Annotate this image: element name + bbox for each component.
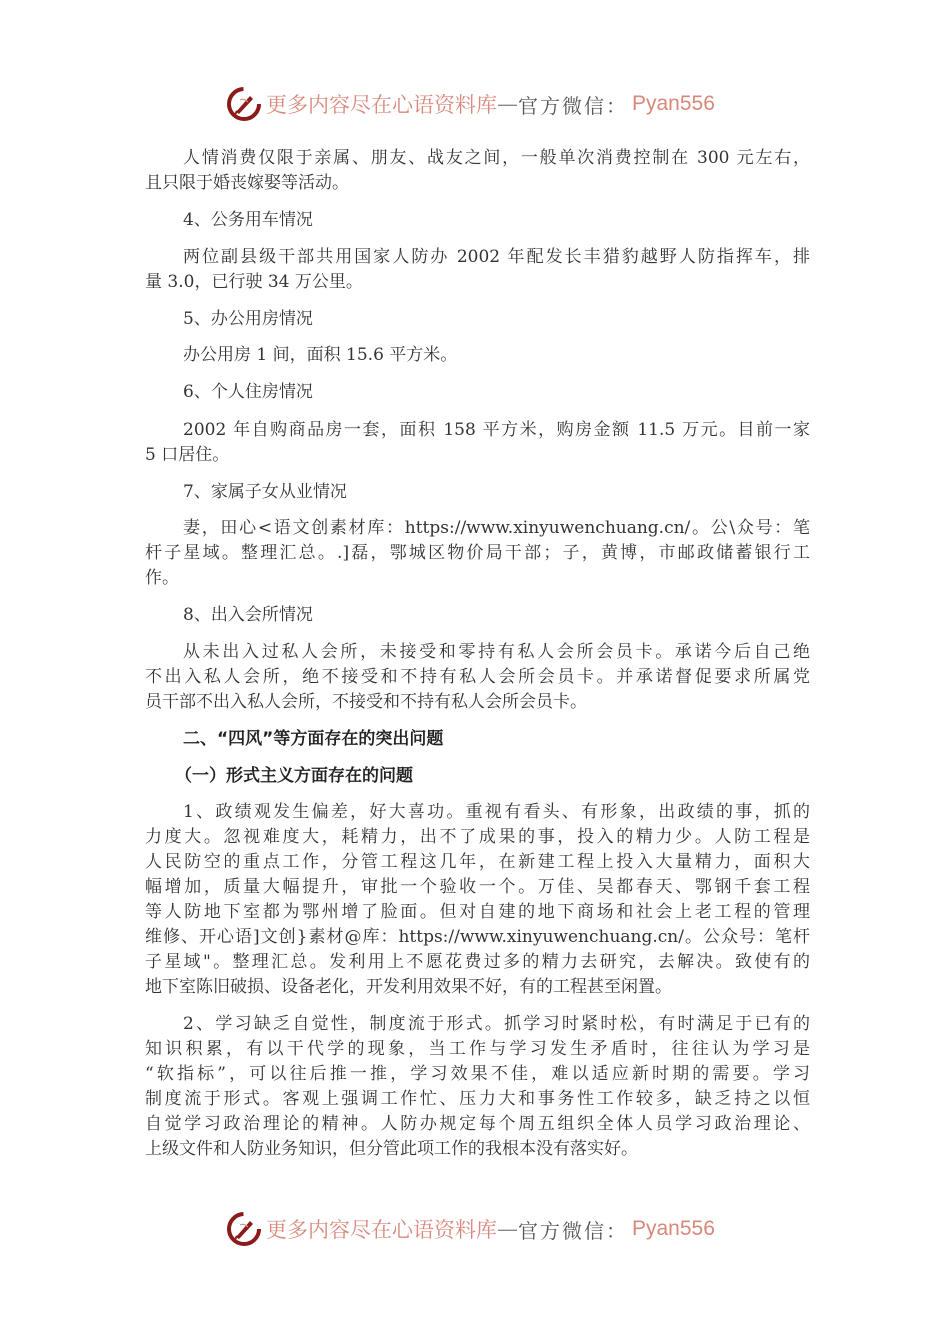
paragraph-line: 子星域"。整理汇总。发利用上不愿花费过多的精力去研究，去解决。致使有的: [145, 952, 810, 972]
header-watermark-banner: [226, 84, 716, 124]
paragraph-line: 人情消费仅限于亲属、朋友、战友之间，一般单次消费控制在 300 元左右，: [183, 148, 810, 168]
banner-wechat-label: 官方微信：: [518, 93, 628, 118]
paragraph-line: 制度流于形式。客观上强调工作忙、压力大和事务性工作较多，缺乏持之以恒: [145, 1089, 810, 1109]
item-heading-8: 8、出入会所情况: [183, 605, 313, 625]
paragraph-line: 地下室陈旧破损、设备老化，开发利用效果不好，有的工程甚至闲置。: [145, 977, 672, 997]
banner-site-name: 更多内容尽在心语资料库: [266, 93, 497, 117]
paragraph-line: 作。: [145, 568, 179, 588]
banner-site-name: 更多内容尽在心语资料库: [266, 1218, 497, 1242]
banner-dash: —: [497, 1217, 518, 1241]
paragraph-line: 人民防空的重点工作，分管工程这几年，在新建工程上投入大量精力，面积大: [145, 852, 810, 872]
paragraph-line: 5 口居住。: [145, 445, 230, 465]
paragraph-line: 员干部不出入私人会所，不接受和不持有私人会所会员卡。: [145, 692, 587, 712]
banner-wechat-id: Pyan556: [632, 92, 715, 115]
item-heading-4: 4、公务用车情况: [183, 210, 313, 230]
paragraph-line: 自觉学习政治理论的精神。人防办规定每个周五组织全体人员学习政治理论、: [145, 1114, 810, 1134]
banner-dash: —: [497, 92, 518, 116]
paragraph-line: 1、政绩观发生偏差，好大喜功。重视有看头、有形象，出政绩的事，抓的: [183, 802, 810, 822]
paragraph-line: 杆子星域。整理汇总。.]磊，鄂城区物价局干部；子，黄博，市邮政储蓄银行工: [145, 543, 810, 563]
item-heading-6: 6、个人住房情况: [183, 382, 313, 402]
paragraph-line: 等人防地下室都为鄂州增了脸面。但对自建的地下商场和社会上老工程的管理: [145, 902, 810, 922]
paragraph-line: 知识积累，有以干代学的现象，当工作与学习发生矛盾时，往往认为学习是: [145, 1039, 810, 1059]
paragraph-line: 妻，田心<语文创素材库：https://www.xinyuwenchuang.cn/。公\众号：笔: [183, 518, 810, 538]
subsection-heading: （一）形式主义方面存在的问题: [175, 766, 413, 786]
paragraph-line: 两位副县级干部共用国家人防办 2002 年配发长丰猎豹越野人防指挥车，排: [183, 247, 810, 267]
paragraph-line: 不出入私人会所，绝不接受和不持有私人会所会员卡。并承诺督促要求所属党: [145, 667, 810, 687]
paragraph-line: 2002 年自购商品房一套，面积 158 平方米，购房金额 11.5 万元。目前一家: [183, 420, 810, 440]
item-heading-5: 5、办公用房情况: [183, 309, 313, 329]
paragraph-line: “软指标”，可以往后推一推，学习效果不佳，难以适应新时期的需要。学习: [145, 1064, 810, 1084]
item-heading-7: 7、家属子女从业情况: [183, 482, 347, 502]
paragraph-line: 2、学习缺乏自觉性，制度流于形式。抓学习时紧时松，有时满足于已有的: [183, 1014, 810, 1034]
paragraph-line: 幅增加，质量大幅提升，审批一个验收一个。万佳、吴都春天、鄂钢千套工程: [145, 877, 810, 897]
section-heading: 二、“四风”等方面存在的突出问题: [183, 729, 444, 749]
paragraph-line: 量 3.0，已行驶 34 万公里。: [145, 272, 363, 292]
quill-pen-logo-icon: [226, 86, 262, 122]
paragraph-line: 维修、开心语]文创}素材@库：https://www.xinyuwenchuang.cn/。公众号：笔杆: [145, 927, 810, 947]
paragraph-line: 力度大。忽视难度大，耗精力，出不了成果的事，投入的精力少。人防工程是: [145, 827, 810, 847]
paragraph-line: 上级文件和人防业务知识，但分管此项工作的我根本没有落实好。: [145, 1139, 638, 1159]
paragraph-line: 从未出入过私人会所，未接受和零持有私人会所会员卡。承诺今后自己绝: [183, 642, 810, 662]
paragraph-line: 且只限于婚丧嫁娶等活动。: [145, 173, 349, 193]
banner-wechat-label: 官方微信：: [518, 1218, 628, 1243]
paragraph-line: 办公用房 1 间，面积 15.6 平方米。: [183, 345, 458, 365]
footer-watermark-banner: [226, 1209, 716, 1249]
banner-wechat-id: Pyan556: [632, 1217, 715, 1240]
quill-pen-logo-icon: [226, 1211, 262, 1247]
